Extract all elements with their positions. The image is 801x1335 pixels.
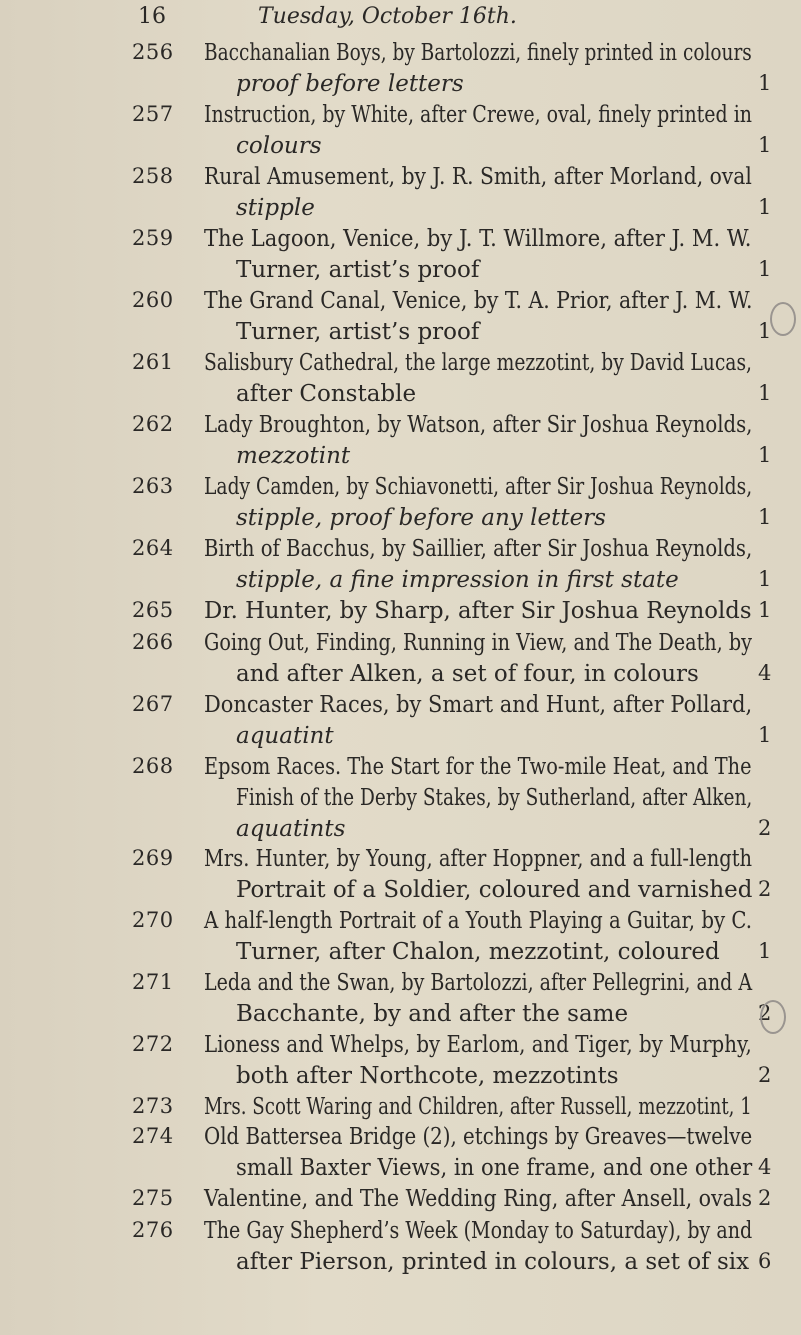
- lot-number: 276: [132, 1218, 174, 1242]
- lot-description-line: A half-length Portrait of a Youth Playing a Guitar, by C.: [204, 908, 753, 934]
- lot-description-line: after Constable: [236, 381, 417, 407]
- lot-number: 259: [132, 226, 174, 250]
- lot-quantity: 1: [758, 443, 772, 467]
- lot-description-line: colours: [236, 133, 322, 159]
- punch-hole: [770, 302, 796, 336]
- lot-number: 273: [132, 1094, 174, 1118]
- lot-description-line: after Pierson, printed in colours, a set of six: [236, 1249, 750, 1275]
- lot-description-line: Valentine, and The Wedding Ring, after Ansell, ovals: [204, 1186, 753, 1212]
- lot-quantity: 2: [758, 877, 772, 901]
- lot-number: 260: [132, 288, 174, 312]
- lot-quantity: 2: [758, 1186, 772, 1210]
- lot-description-line: Lioness and Whelps, by Earlom, and Tiger, by Murphy,: [204, 1032, 752, 1058]
- lot-number: 272: [132, 1032, 174, 1056]
- lot-description-line: Going Out, Finding, Running in View, and The Death, by: [204, 630, 753, 656]
- lot-quantity: 1: [758, 195, 772, 219]
- lot-number: 266: [132, 630, 174, 654]
- lot-description-line: Lady Camden, by Schiavonetti, after Sir Joshua Reynolds,: [204, 474, 753, 500]
- lot-quantity: 1: [758, 133, 772, 157]
- lot-number: 265: [132, 598, 174, 622]
- lot-description-line: Turner, after Chalon, mezzotint, coloured: [236, 939, 720, 965]
- lot-quantity: 2: [758, 1063, 772, 1087]
- lot-description-line: stipple, a fine impression in first state: [236, 567, 679, 593]
- lot-quantity: 1: [758, 598, 772, 622]
- punch-hole: [760, 1000, 786, 1034]
- lot-quantity: 2: [758, 816, 772, 840]
- lot-quantity: 1: [758, 381, 772, 405]
- lot-description-line: Portrait of a Soldier, coloured and varnished: [236, 877, 753, 903]
- lot-quantity: 1: [758, 505, 772, 529]
- lot-number: 261: [132, 350, 174, 374]
- lot-description-line: Leda and the Swan, by Bartolozzi, after Pellegrini, and A: [204, 970, 753, 996]
- lot-description-line: Mrs. Hunter, by Young, after Hoppner, and a full-length: [204, 846, 753, 872]
- lot-description-line: Doncaster Races, by Smart and Hunt, after Pollard,: [204, 692, 753, 718]
- lot-description-line: aquatint: [236, 723, 334, 749]
- lot-description-line: Instruction, by White, after Crewe, oval, finely printed in: [204, 102, 753, 128]
- page-header: Tuesday, October 16th.: [258, 4, 517, 29]
- lot-quantity: 1: [758, 257, 772, 281]
- lot-quantity: 2: [758, 1001, 772, 1025]
- lot-number: 268: [132, 754, 174, 778]
- lot-description-line: Dr. Hunter, by Sharp, after Sir Joshua Reynolds: [204, 598, 752, 624]
- lot-description-line: Finish of the Derby Stakes, by Sutherland, after Alken,: [236, 785, 753, 811]
- lot-description-line: Mrs. Scott Waring and Children, after Russell, mezzotint, 1: [204, 1094, 752, 1120]
- lot-description-line: both after Northcote, mezzotints: [236, 1063, 619, 1089]
- lot-description-line: proof before letters: [236, 71, 464, 97]
- lot-number: 263: [132, 474, 174, 498]
- lot-description-line: Bacchante, by and after the same: [236, 1001, 629, 1027]
- lot-description-line: aquatints: [236, 816, 346, 842]
- lot-number: 257: [132, 102, 174, 126]
- lot-description-line: stipple, proof before any letters: [236, 505, 606, 531]
- lot-number: 264: [132, 536, 174, 560]
- lot-quantity: 1: [758, 939, 772, 963]
- lot-description-line: Turner, artist’s proof: [236, 257, 480, 283]
- lot-quantity: 1: [758, 723, 772, 747]
- lot-description-line: stipple: [236, 195, 315, 221]
- lot-number: 262: [132, 412, 174, 436]
- lot-description-line: The Grand Canal, Venice, by T. A. Prior, after J. M. W.: [204, 288, 753, 314]
- lot-description-line: Epsom Races. The Start for the Two-mile Heat, and The: [204, 754, 752, 780]
- page-number: 16: [138, 4, 166, 29]
- lot-description-line: Old Battersea Bridge (2), etchings by Greaves—twelve: [204, 1124, 753, 1150]
- lot-description-line: Rural Amusement, by J. R. Smith, after Morland, oval: [204, 164, 752, 190]
- lot-description-line: Turner, artist’s proof: [236, 319, 480, 345]
- lot-number: 274: [132, 1124, 174, 1148]
- lot-number: 256: [132, 40, 174, 64]
- lot-quantity: 4: [758, 661, 772, 685]
- lot-description-line: Bacchanalian Boys, by Bartolozzi, finely printed in colours: [204, 40, 752, 66]
- lot-number: 267: [132, 692, 174, 716]
- lot-quantity: 1: [758, 567, 772, 591]
- lot-description-line: The Lagoon, Venice, by J. T. Willmore, after J. M. W.: [204, 226, 752, 252]
- lot-description-line: Salisbury Cathedral, the large mezzotint, by David Lucas,: [204, 350, 752, 376]
- lot-quantity: 1: [758, 319, 772, 343]
- lot-number: 271: [132, 970, 174, 994]
- lot-description-line: mezzotint: [236, 443, 351, 469]
- lot-quantity: 6: [758, 1249, 772, 1273]
- lot-number: 275: [132, 1186, 174, 1210]
- lot-number: 270: [132, 908, 174, 932]
- lot-description-line: Birth of Bacchus, by Saillier, after Sir Joshua Reynolds,: [204, 536, 753, 562]
- lot-number: 269: [132, 846, 174, 870]
- lot-description-line: and after Alken, a set of four, in colours: [236, 661, 699, 687]
- lot-quantity: 1: [758, 71, 772, 95]
- lot-description-line: Lady Broughton, by Watson, after Sir Joshua Reynolds,: [204, 412, 753, 438]
- lot-description-line: The Gay Shepherd’s Week (Monday to Saturday), by and: [204, 1218, 753, 1244]
- lot-quantity: 4: [758, 1155, 772, 1179]
- lot-number: 258: [132, 164, 174, 188]
- lot-description-line: small Baxter Views, in one frame, and one other: [236, 1155, 753, 1181]
